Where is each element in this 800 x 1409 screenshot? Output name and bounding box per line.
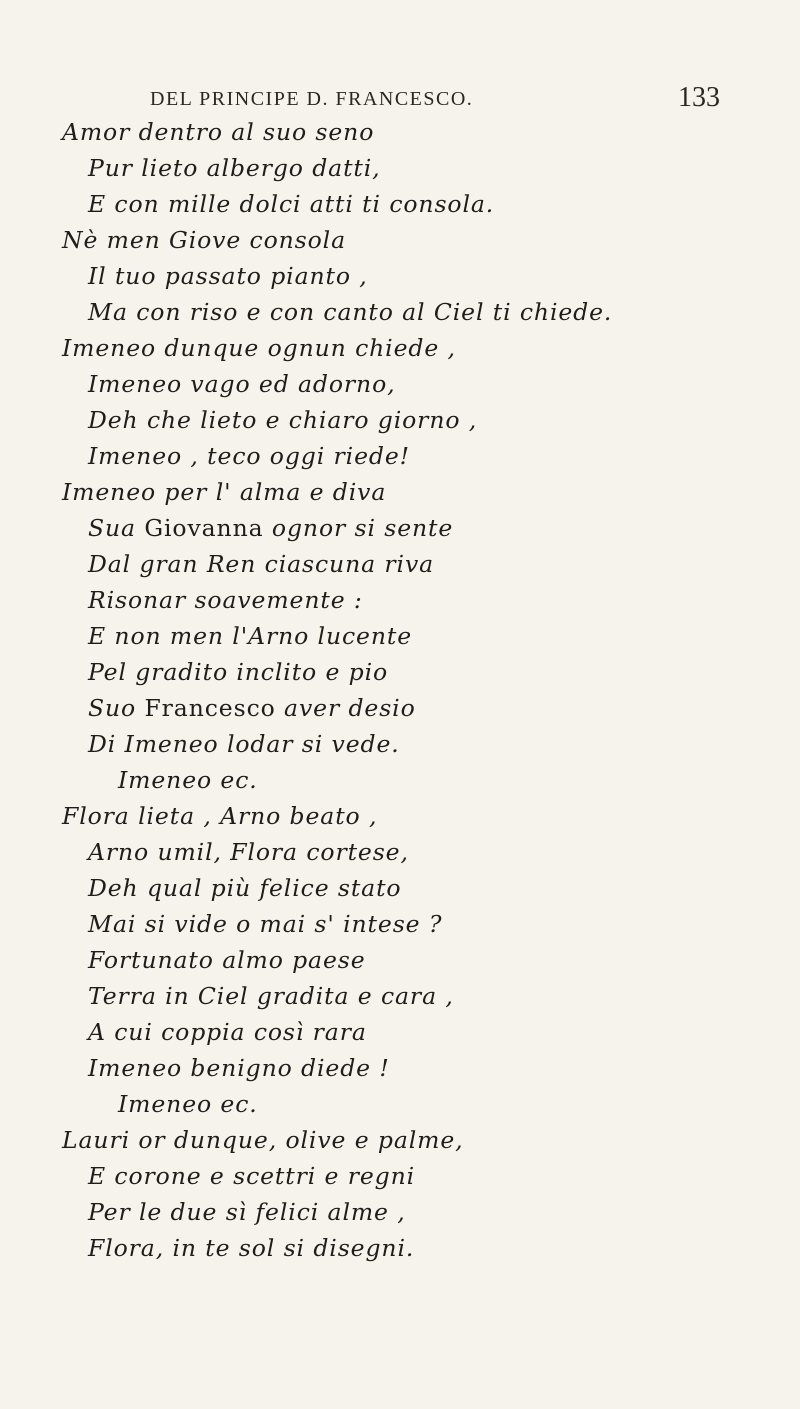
poem-line: Imeneo benigno diede !: [88, 1054, 390, 1082]
poem-line: Fortunato almo paese: [88, 946, 366, 974]
poem-line: Di Imeneo lodar si vede.: [88, 730, 400, 758]
page-number: 133: [678, 82, 720, 113]
poem-line: E corone e scettri e regni: [88, 1162, 416, 1190]
poem-line: [88, 512, 453, 544]
poem-line: Terra in Ciel gradita e cara ,: [88, 982, 454, 1010]
proper-name: Francesco: [144, 694, 276, 722]
poem-line: Mai si vide o mai s' intese ?: [88, 910, 443, 938]
poem-line: Pur lieto albergo datti,: [88, 154, 381, 182]
poem-line-suffix: aver desio: [275, 694, 416, 722]
poem-line: Arno umil, Flora cortese,: [88, 838, 409, 866]
poem-line: Imeneo , teco oggi riede!: [88, 442, 410, 470]
poem-line: Imeneo vago ed adorno,: [88, 370, 396, 398]
poem-line: [88, 692, 416, 724]
poem-line: Flora lieta , Arno beato ,: [62, 802, 378, 830]
poem-line: Dal gran Ren ciascuna riva: [88, 550, 435, 578]
poem-line: Amor dentro al suo seno: [62, 118, 375, 146]
proper-name: Giovanna: [144, 514, 264, 542]
poem-line: Risonar soavemente :: [88, 586, 363, 614]
poem-line: Deh qual più felice stato: [88, 874, 402, 902]
poem-line: Per le due sì felici alme ,: [88, 1198, 406, 1226]
poem-line: A cui coppia così rara: [88, 1018, 367, 1046]
poem-line: Nè men Giove consola: [62, 226, 347, 254]
poem-line-prefix: Sua: [88, 514, 145, 542]
page-header: [150, 82, 720, 118]
refrain-line: Imeneo ec.: [118, 766, 258, 794]
poem-line: Flora, in te sol si disegni.: [88, 1234, 415, 1262]
poem-line-prefix: Suo: [88, 694, 145, 722]
poem-line: Pel gradito inclito e pio: [88, 658, 389, 686]
running-head: DEL PRINCIPE D. FRANCESCO.: [150, 88, 474, 110]
poem-line: E non men l'Arno lucente: [88, 622, 413, 650]
refrain-line: Imeneo ec.: [118, 1090, 258, 1118]
poem-line: Il tuo passato pianto ,: [88, 262, 368, 290]
poem-line: E con mille dolci atti ti consola.: [88, 190, 495, 218]
poem-line: Imeneo dunque ognun chiede ,: [62, 334, 456, 362]
poem-line: Ma con riso e con canto al Ciel ti chiede.: [88, 298, 613, 326]
poem-line: Deh che lieto e chiaro giorno ,: [88, 406, 478, 434]
poem-line-suffix: ognor si sente: [263, 514, 454, 542]
poem-line: Imeneo per l' alma e diva: [62, 478, 387, 506]
poem-line: Lauri or dunque, olive e palme,: [62, 1126, 464, 1154]
